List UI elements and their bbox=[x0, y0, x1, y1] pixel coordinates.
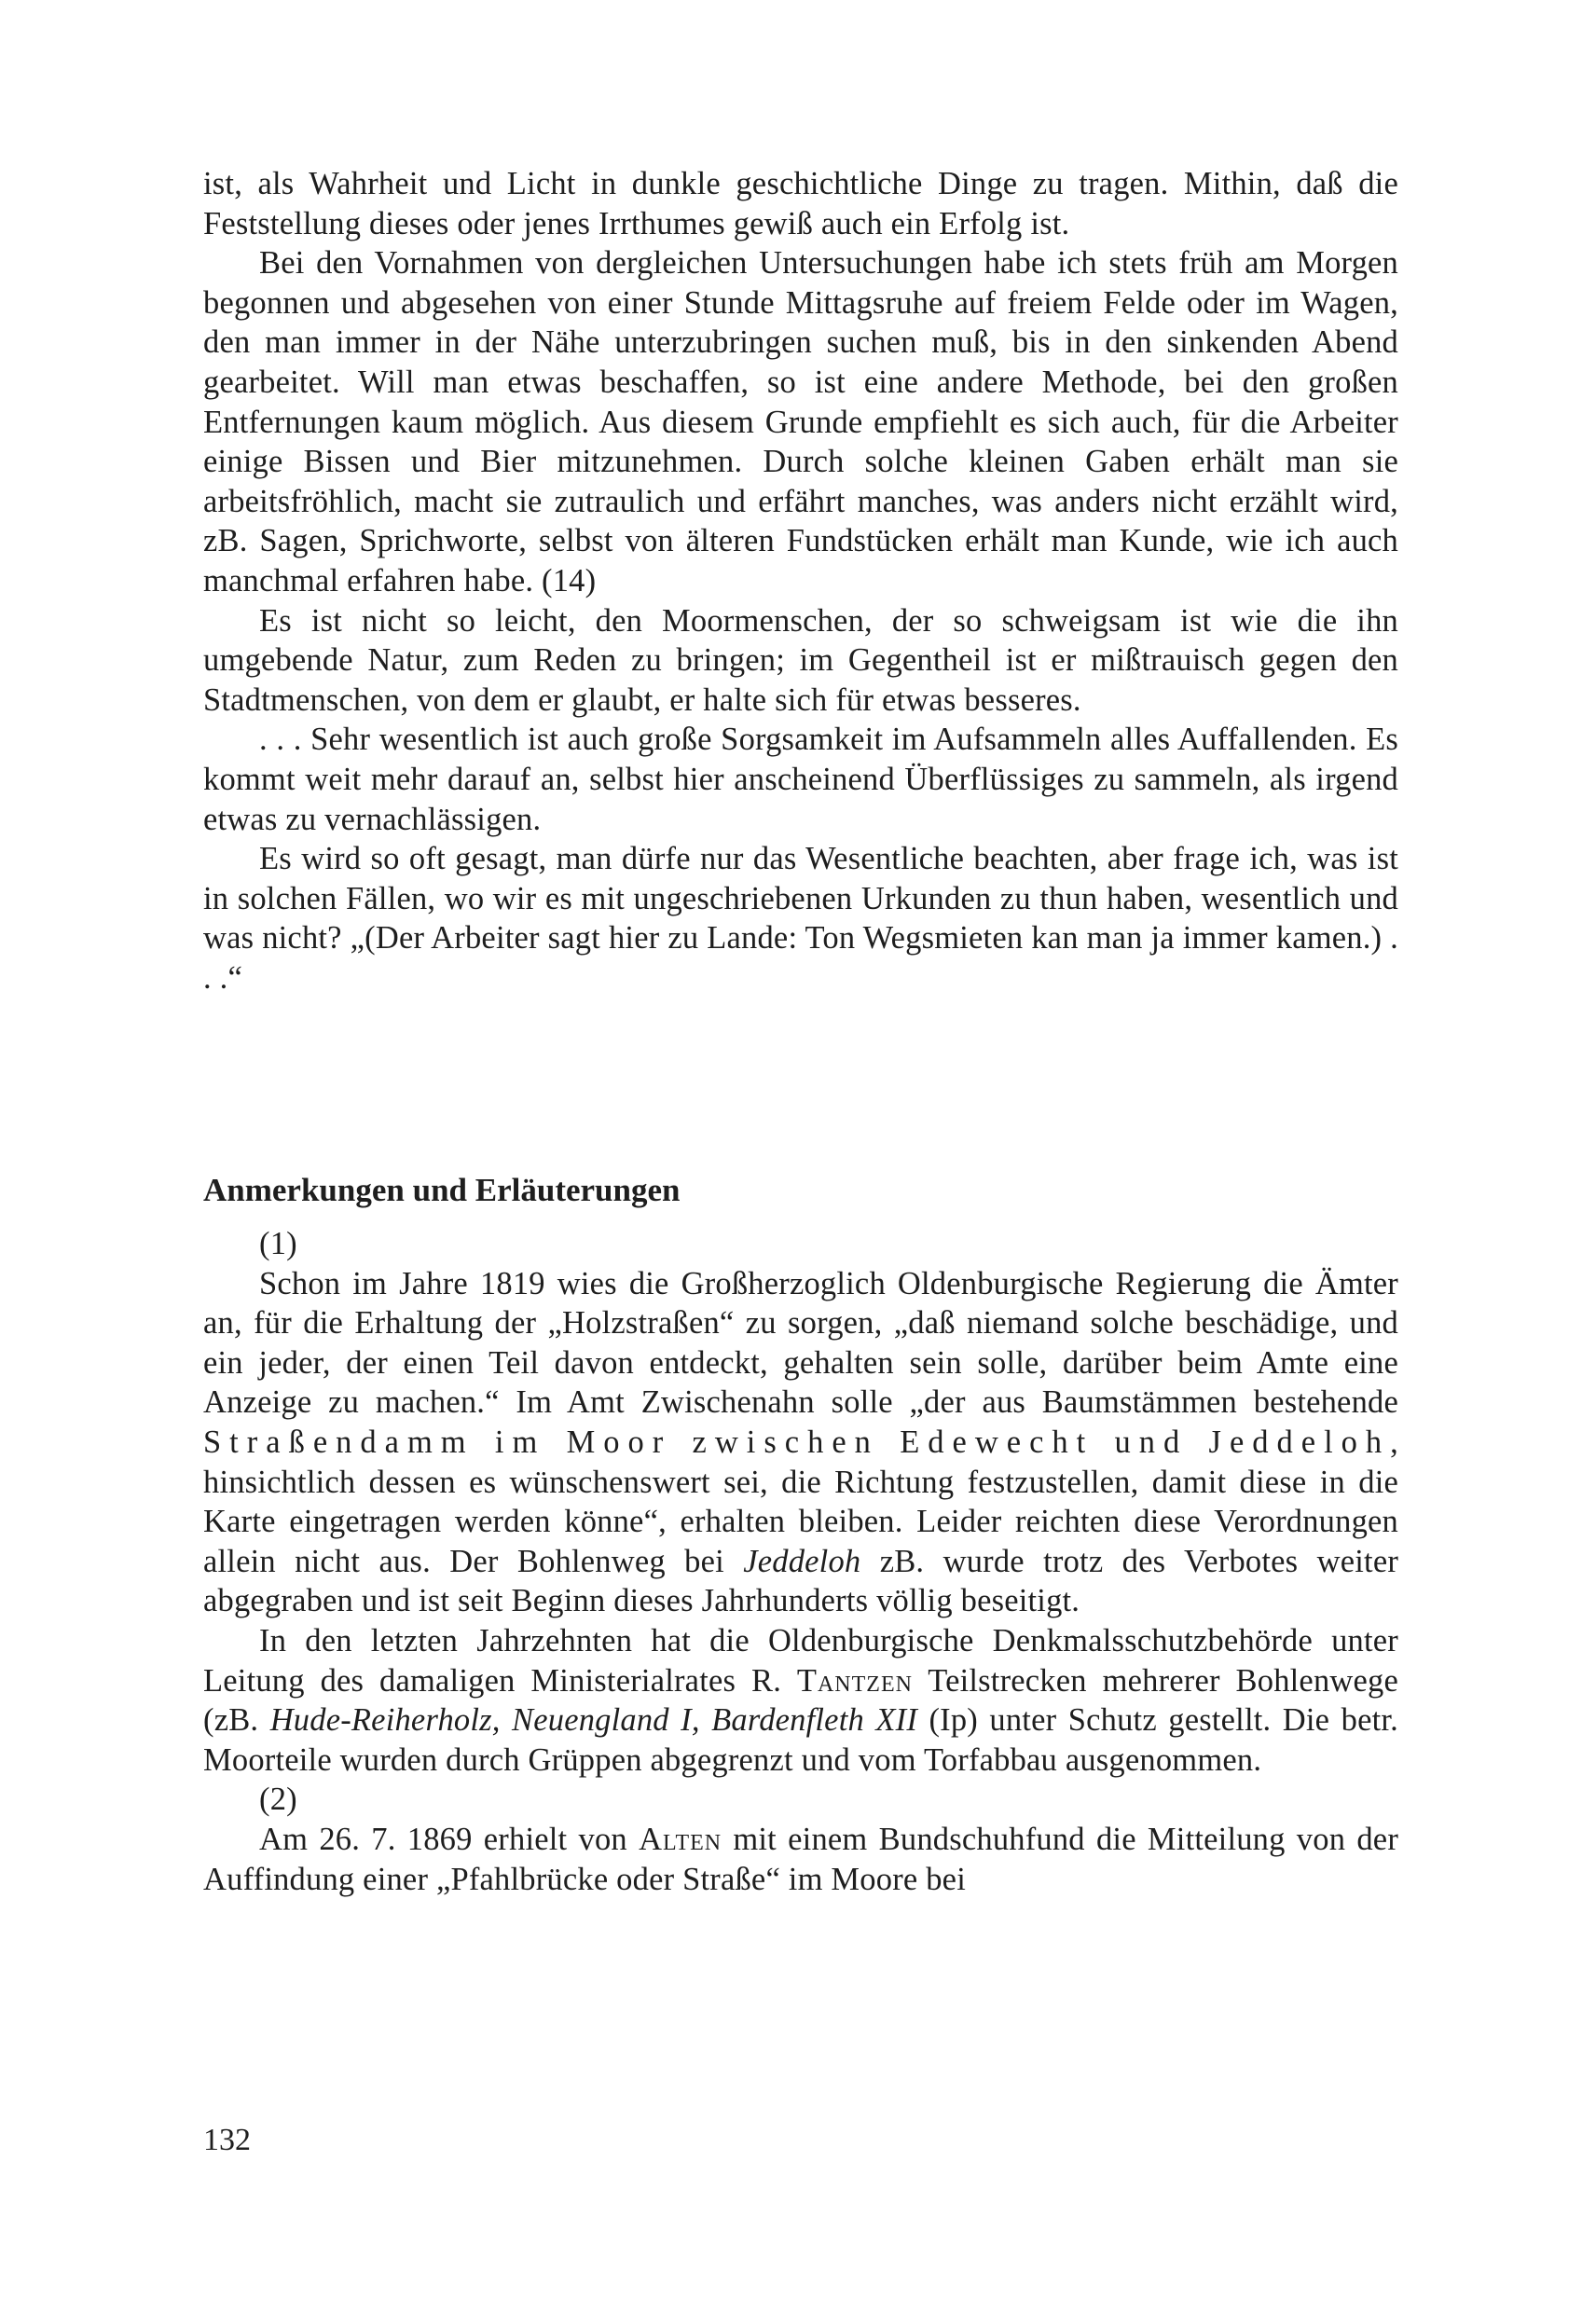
note-text: (Ip) unter Schutz gestellt. Die betr. Moorteile wurden durch Grüppen abgegrenzt und vom Torfabbau ausgenommen. bbox=[203, 1702, 1398, 1778]
paragraph: Bei den Vornahmen von dergleichen Untersuchungen habe ich stets früh am Morgen begonnen und abgesehen von einer Stunde Mittagsruhe auf freiem Felde oder im Wagen, den man immer in der Nähe unterzubringen suchen muß, bis in den sinkenden Abend gearbeitet. Will man etwas beschaffen, so ist eine andere Methode, bei den großen Entfernungen kaum möglich. Aus diesem Grunde empfiehlt es sich auch, für die Arbeiter einige Bissen und Bier mitzunehmen. Durch solche kleinen Gaben erhält man sie arbeitsfröhlich, macht sie zutraulich und erfährt manches, was anders nicht erzählt wird, zB. Sagen, Sprichworte, selbst von älteren Fundstücken erhält man Kunde, wie ich auch manchmal erfahren habe. (14) bbox=[203, 245, 1398, 599]
spaced-text: Straßendamm im Moor zwischen Edewecht und Jeddeloh bbox=[203, 1424, 1391, 1460]
paragraph: Es wird so oft gesagt, man dürfe nur das Wesentliche beachten, aber frage ich, was ist in solchen Fällen, wo wir es mit ungeschriebenen Urkunden zu thun haben, wesentlich und was nicht? „(Der Arbeiter sagt hier zu Lande: Ton Wegsmieten kan man ja immer kamen.) . . .“ bbox=[203, 841, 1398, 996]
note-text: zB. wurde trotz des Verbotes weiter abgegraben und ist seit Beginn dieses Jahrhunderts völlig beseitigt. bbox=[203, 1543, 1399, 1619]
place-name: Jeddeloh bbox=[743, 1543, 861, 1579]
person-name: Tantzen bbox=[796, 1662, 913, 1699]
note-label: (1) bbox=[259, 1226, 297, 1261]
note-text: mit einem Bundschuhfund die Mitteilung von der Auffindung einer „Pfahlbrücke oder Straße“ im Moore bei bbox=[203, 1821, 1399, 1897]
paragraph: Es ist nicht so leicht, den Moormenschen, der so schweigsam ist wie die ihn umgebende Natur, zum Reden zu bringen; im Gegentheil ist er mißtrauisch gegen den Stadtmenschen, von dem er glaubt, er halte sich für etwas besseres. bbox=[203, 602, 1398, 718]
note-paragraph bbox=[203, 1264, 1398, 1621]
note-text: In den letzten Jahrzehnten hat die Oldenburgische Denkmalsschutzbehörde unter Leitung des damaligen Ministerialrates R. bbox=[203, 1622, 1398, 1699]
note-label: (2) bbox=[259, 1782, 297, 1818]
note-text: Am 26. 7. 1869 erhielt von bbox=[259, 1821, 627, 1857]
paragraph: . . . Sehr wesentlich ist auch große Sorgsamkeit im Aufsammeln alles Auffallenden. Es kommt weit mehr darauf an, selbst hier anscheinend Überflüssiges zu sammeln, als irgend etwas zu vernachlässigen. bbox=[203, 722, 1398, 837]
notes-text bbox=[203, 1224, 1398, 1899]
place-names: Hude-Reiherholz, Neuengland I, Bardenfleth XII bbox=[269, 1702, 918, 1739]
person-name: Alten bbox=[639, 1821, 722, 1857]
note-paragraph bbox=[203, 1621, 1398, 1780]
page-number: 132 bbox=[203, 2123, 251, 2157]
body-text bbox=[203, 164, 1398, 998]
note-paragraph bbox=[203, 1820, 1398, 1899]
note-text: , hinsichtlich dessen es wünschenswert sei, die Richtung festzustellen, damit diese in die Karte eingetragen werden könne“, erhalten bleiben. Leider reichten diese Verordnungen allein nicht aus. Der Bohlenweg bei bbox=[203, 1424, 1398, 1579]
note-text: Schon im Jahre 1819 wies die Großherzoglich Oldenburgische Regierung die Ämter an, für die Erhaltung der „Holzstraßen“ zu sorgen, „daß niemand solche beschädige, und ein jeder, der einen Teil davon entdeckt, gehalten sein solle, darüber beim Amte eine Anzeige zu machen.“ Im Amt Zwischenahn solle „der aus Baumstämmen bestehende bbox=[203, 1265, 1398, 1421]
note-text: Teilstrecken mehrerer Bohlenwege (zB. bbox=[203, 1662, 1398, 1739]
section-heading: Anmerkungen und Erläuterungen bbox=[203, 1172, 681, 1208]
paragraph-continuation: ist, als Wahrheit und Licht in dunkle geschichtliche Dinge zu tragen. Mithin, daß die Feststellung dieses oder jenes Irrthumes gewiß auch ein Erfolg ist. bbox=[203, 166, 1398, 241]
